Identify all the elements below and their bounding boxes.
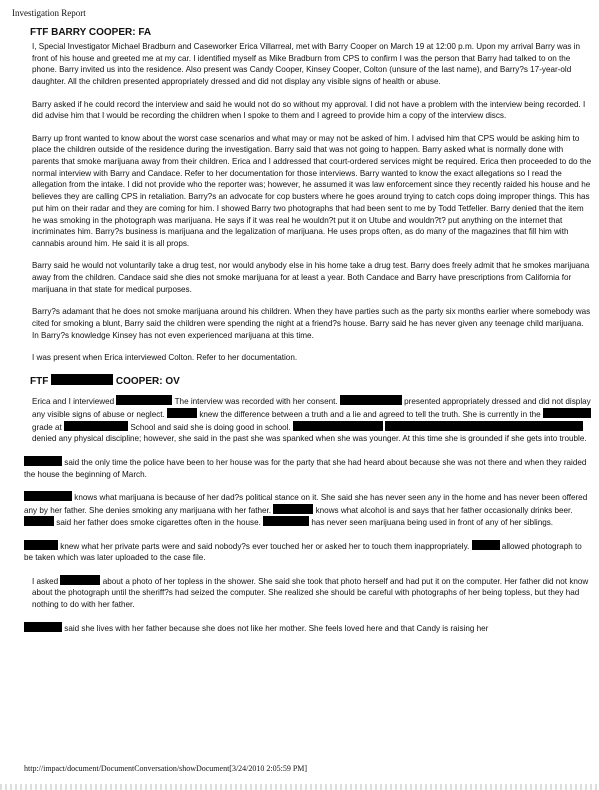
paragraph-worst-case: Barry up front wanted to know about the worst case scenarios and what may or may not be asked of him. I advised him that CPS would be asking him to place the children outside of the residence during the investigation. Barry said that was not going to happen. Barry asked what is normally done with parents that smoke marijuana away from their children. Erica and I addressed that court-ordered services might be required. Erica then proceeded to do the normal interview with Barry and Candace. Refer to her documentation for those interviews. Barry wanted to know the exact allegations so I read the allegation from the intake. I did not provide who the reporter was; however, he assumed it was law enforcement since they recently raided his house and he believes they are calling CPS in retaliation. Barry?s an advocate for cop busters where he goes around trying to catch cops doing improper things. This has put him on their radar and they are coming for him. I showed Barry two photographs that had been sent to me by Todd Tetfeller. Barry denied that the item he was smoking in the photograph was marijuana. He says if it was real he wouldn?t put it on Utube and wouldn?t? put anything on the internet that incriminates him. Barry?s business is marijuana and the legalization of marijuana. He uses props often, as do many of the magazines that fill him with cannabis around him. He said it is all props.	[32, 133, 592, 248]
paragraph-adamant: Barry?s adamant that he does not smoke marijuana around his children. When they have parties such as the party six months earlier where somebody was cited for smoking a blunt, Barry said the children were spending the night at a friend?s house. Barry said he has never given any teenage child marijuana. In Barry?s knowledge Kinsey has not even experienced marijuana at this time.	[32, 307, 591, 340]
paragraph-police	[24, 456, 592, 480]
photo-text-a: I asked	[32, 576, 59, 586]
marijuana-text-b: knows what alcohol is and says that her father occasionally drinks beer.	[315, 505, 573, 515]
interview-text-d: knew the difference between a truth and a lie and agreed to tell the truth. She is currently in the	[199, 410, 541, 419]
redaction-block	[24, 456, 62, 466]
private-text-a: knew what her private parts were and said nobody?s ever touched her or asked her to touch them inappropriately.	[60, 541, 470, 551]
redaction-block	[24, 540, 58, 550]
paragraph-photo	[32, 575, 592, 611]
section-heading-barry-cooper: FTF BARRY COOPER: FA	[30, 27, 152, 38]
redaction-block	[24, 516, 54, 526]
heading-suffix: COOPER: OV	[115, 376, 180, 388]
section-heading-redacted-cooper	[30, 374, 592, 388]
paragraph-colton: I was present when Erica interviewed Colton. Refer to her documentation.	[32, 352, 298, 362]
paragraph-recording: Barry asked if he could record the interview and said he would not do so without my approval. I did not have a problem with the interview being recorded. I did advise him that I would be recording the children when I spoke to them and I agreed to provide him a copy of the interview discs.	[32, 99, 586, 121]
redaction-block	[293, 421, 383, 431]
redaction-block	[340, 395, 402, 405]
interview-text-e: grade at	[32, 422, 62, 432]
redaction-block	[273, 504, 313, 514]
heading-prefix: FTF	[30, 376, 49, 388]
paragraph-private-parts	[24, 540, 592, 564]
interview-text-c: presented appropriately dressed and did not display any visible signs of abuse or neglect.	[32, 397, 591, 419]
interview-text-a: Erica and I interviewed	[32, 397, 115, 407]
redaction-block	[472, 540, 500, 550]
paragraph-lives-with-father	[24, 622, 592, 635]
private-text-b: allowed photograph to be taken which was later uploaded to the case file.	[24, 541, 582, 563]
redaction-block	[116, 395, 172, 405]
redaction-block	[24, 491, 72, 501]
interview-text-b: The interview was recorded with her consent.	[174, 397, 338, 407]
report-header-label: Investigation Report	[12, 8, 86, 18]
police-text: said the only time the police have been to her house was for the party that she had heard about because she was not there and when they raided the house the beginning of March.	[24, 457, 587, 479]
paragraph-interview	[32, 395, 592, 445]
scan-edge-artifact	[0, 784, 599, 790]
redaction-block	[24, 622, 62, 632]
lives-text: said she lives with her father because she does not like her mother. She feels loved here and that Candy is raising her	[64, 623, 489, 633]
redaction-block	[64, 421, 128, 431]
photo-text-b: about a photo of her topless in the shower. She said she took that photo herself and had put it on the computer. Her father did not know about the photograph until the sheriff?s had seized the computer. She realized she should be careful with photographs of her being topless, but they had nothing to do with her father.	[32, 576, 589, 610]
redaction-block	[543, 408, 591, 418]
marijuana-text-a: knows what marijuana is because of her dad?s political stance on it. She said she has never seen any in the home and has never been offered any by her father. She denies smoking any marijuana with her father.	[24, 492, 588, 515]
marijuana-text-d: has never seen marijuana being used in front of any of her siblings.	[311, 518, 554, 528]
paragraph-intro: I, Special Investigator Michael Bradburn and Caseworker Erica Villarreal, met with Barry Cooper on March 19 at 12:00 p.m. Upon my arrival Barry was in front of his house and greeted me at my car. I identified myself as Mike Bradburn from CPS to confirm I was the person that Barry had talked to on the phone. Barry invited us into the residence. Also present was Candy Cooper, Kinsey Cooper, Colton (unsure of the last name), and Barry?s 17-year-old daughter. All the children presented appropriately dressed and did not display any visible signs of health or abuse.	[32, 42, 581, 87]
redaction-block	[60, 575, 100, 585]
redaction-block	[167, 408, 197, 418]
marijuana-text-c: said her father does smoke cigarettes often in the house.	[56, 518, 261, 528]
interview-text-g: denied any physical discipline; however, she said in the past she was spanked when she was younger. At this time she is grounded if she gets into trouble.	[32, 434, 587, 444]
document-url-footer: http://impact/document/DocumentConversation/showDocument[3/24/2010 2:05:59 PM]	[24, 764, 308, 773]
redaction-block	[385, 421, 583, 431]
report-body	[24, 37, 592, 645]
redaction-block	[51, 374, 113, 385]
paragraph-marijuana-knowledge	[24, 491, 592, 529]
paragraph-drug-test: Barry said he would not voluntarily take a drug test, nor would anybody else in his home take a drug test. Barry does freely admit that he smokes marijuana away from the children. Candace said she dies not smoke marijuana for at least a year. Both Candace and Barry have prescriptions from California for marijuana in that state for medical purposes.	[32, 261, 590, 294]
redaction-block	[263, 516, 309, 526]
interview-text-f: School and said she is doing good in school.	[130, 422, 291, 432]
